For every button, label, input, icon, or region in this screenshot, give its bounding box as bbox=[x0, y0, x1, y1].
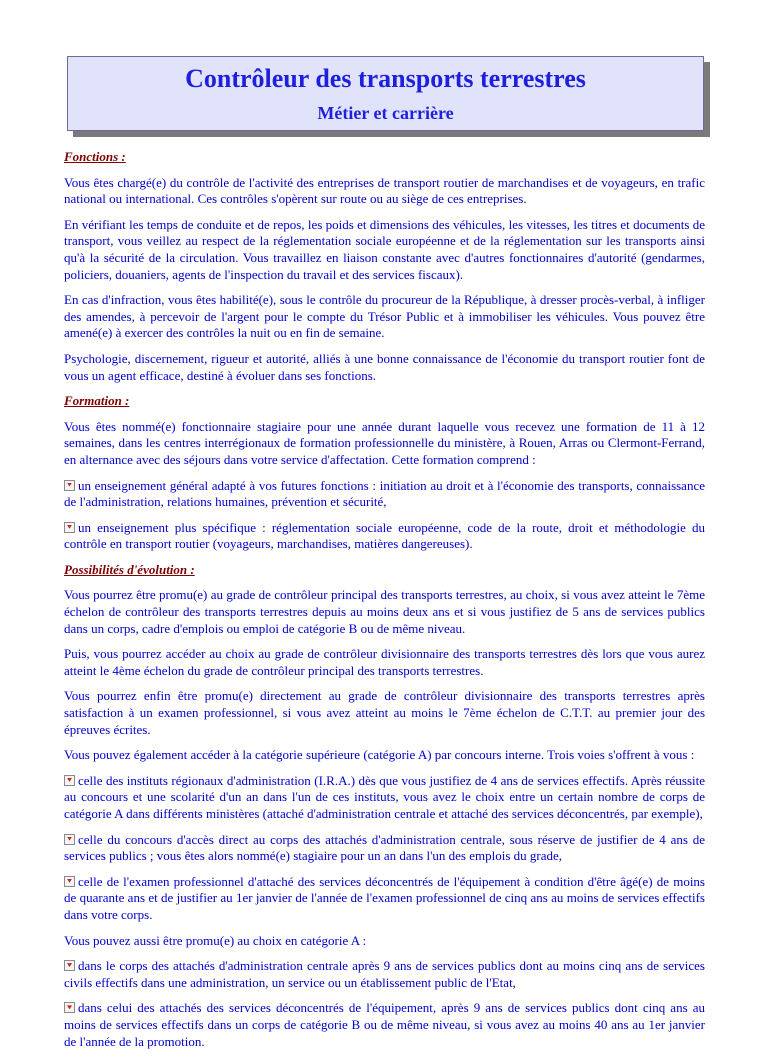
list-item bbox=[64, 478, 705, 511]
broken-image-icon bbox=[64, 834, 75, 845]
list-item bbox=[64, 520, 705, 553]
broken-image-icon bbox=[64, 960, 75, 971]
page-title: Contrôleur des transports terrestres bbox=[185, 64, 586, 93]
list-item-text: dans celui des attachés des services déconcentrés de l'équipement, après 9 ans de services publics dont cinq ans au moins de services effectifs dans un corps de catégorie B ou de même niveau, si vous avez au moins 40 ans au 1er janvier de l'année de la promotion. bbox=[64, 1000, 705, 1049]
paragraph: Vous pouvez également accéder à la catégorie supérieure (catégorie A) par concours interne. Trois voies s'offrent à vous : bbox=[64, 747, 695, 763]
list-item-text: un enseignement général adapté à vos futures fonctions : initiation au droit et à l'économie des transports, connaissance de l'administration, relations humaines, prévention et sécurité, bbox=[64, 477, 705, 510]
list-item bbox=[64, 874, 705, 924]
paragraph: Vous êtes chargé(e) du contrôle de l'activité des entreprises de transport routier de marchandises et de voyageurs, en trafic national ou international. Ces contrôles s'opèrent sur route ou au siège de ces entreprises. bbox=[64, 174, 705, 207]
list-item-text: celle des instituts régionaux d'administration (I.R.A.) dès que vous justifiez de 4 ans de services effectifs. Après réussite au concours et une scolarité d'un an dans l'un de ces instituts, vous avez le choix entre un certain nombre de corps de catégorie A dans différents ministères (attaché d'administration centrale et attaché des services déconcentrés, par exemple), bbox=[64, 772, 705, 821]
list-item-text: celle du concours d'accès direct au corps des attachés d'administration centrale, sous réserve de justifier de 4 ans de services publics ; vous êtes alors nommé(e) stagiaire pour un an dans l'un des emplois du grade, bbox=[64, 831, 705, 864]
list-item bbox=[64, 958, 705, 991]
page-header bbox=[67, 56, 704, 131]
paragraph: Vous pourrez être promu(e) au grade de contrôleur principal des transports terrestres, au choix, si vous avez atteint le 7ème échelon de contrôleur des transports terrestres depuis au moins deux ans et si vous justifiez de 5 ans de services publics dans un corps, cadre d'emplois ou emploi de catégorie B ou de même niveau. bbox=[64, 587, 705, 636]
paragraph: Vous pourrez enfin être promu(e) directement au grade de contrôleur divisionnaire des transports terrestres après satisfaction à un examen professionnel, si vous avez atteint au moins le 7ème échelon de C.T.T. au premier jour des épreuves écrites. bbox=[64, 688, 705, 737]
broken-image-icon bbox=[64, 480, 75, 491]
list-item bbox=[64, 1000, 705, 1050]
section-title-fonctions: Fonctions : bbox=[64, 149, 126, 164]
list-item-text: un enseignement plus spécifique : réglementation sociale européenne, code de la route, droit et méthodologie du contrôle en transport routier (voyageurs, marchandises, matières dangereuses). bbox=[64, 519, 705, 552]
list-item bbox=[64, 773, 705, 823]
list-item-text: dans le corps des attachés d'administration centrale après 9 ans de services publics dont au moins cinq ans de services civils effectifs dans une administration, un service ou un établissement public de l'Etat, bbox=[64, 958, 705, 990]
broken-image-icon bbox=[64, 522, 75, 533]
paragraph: Psychologie, discernement, rigueur et autorité, alliés à une bonne connaissance de l'économie du transport routier font de vous un agent efficace, destiné à évoluer dans ses fonctions. bbox=[64, 350, 705, 383]
paragraph: En cas d'infraction, vous êtes habilité(e), sous le contrôle du procureur de la République, à dresser procès-verbal, à infliger des amendes, à percevoir de l'argent pour le compte du Trésor Public et à immobiliser les véhicules. Vous pouvez être amené(e) à exercer des contrôles la nuit ou en fin de semaine. bbox=[64, 292, 705, 341]
paragraph: Vous êtes nommé(e) fonctionnaire stagiaire pour une année durant laquelle vous recevez une formation de 11 à 12 semaines, dans les centres interrégionaux de formation professionnelle du ministère, à Rouen, Arras ou Clermont-Ferrand, en alternance avec des séjours dans votre service d'affectation. Cette formation comprend : bbox=[64, 418, 705, 467]
broken-image-icon bbox=[64, 876, 75, 887]
broken-image-icon bbox=[64, 1002, 75, 1013]
paragraph: Vous pouvez aussi être promu(e) au choix en catégorie A : bbox=[64, 932, 367, 948]
list-item bbox=[64, 832, 705, 865]
section-title-evolution: Possibilités d'évolution : bbox=[64, 561, 195, 577]
list-item-text: celle de l'examen professionnel d'attaché des services déconcentrés de l'équipement à condition d'être âgé(e) de moins de quarante ans et de justifier au 1er janvier de l'année de l'examen professionnel de cinq ans au moins de services effectifs dans votre corps. bbox=[64, 873, 705, 922]
section-title-formation: Formation : bbox=[64, 393, 130, 409]
paragraph: Puis, vous pourrez accéder au choix au grade de contrôleur divisionnaire des transports terrestres dès lors que vous aurez atteint le 4ème échelon du grade de contrôleur principal des transports terrestres. bbox=[64, 646, 705, 678]
paragraph: En vérifiant les temps de conduite et de repos, les poids et dimensions des véhicules, les vitesses, les titres et documents de transport, vous veillez au respect de la réglementation sociale européenne et de la réglementation sur les transports ainsi qu'à la sécurité de la circulation. Vous travaillez en liaison constante avec d'autres fonctionnaires d'autorité (gendarmes, policiers, douaniers, agents de l'inspection du travail et des services fiscaux). bbox=[64, 216, 705, 282]
page-subtitle: Métier et carrière bbox=[317, 103, 454, 123]
broken-image-icon bbox=[64, 775, 75, 786]
main-content bbox=[64, 149, 705, 1059]
